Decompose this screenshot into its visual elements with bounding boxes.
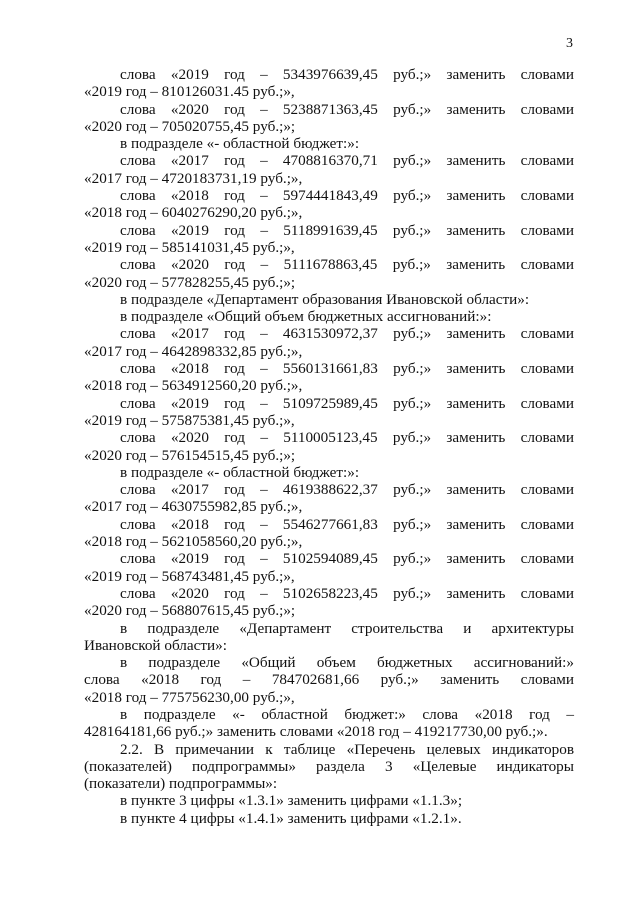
paragraph-line: «2020 год – 577828255,45 руб.;»;: [84, 273, 296, 291]
paragraph-line: слова «2019 год – 5109725989,45 руб.;» заменить словами: [120, 394, 574, 412]
paragraph-line: «2018 год – 5621058560,20 руб.;»,: [84, 533, 303, 551]
paragraph-line: слова «2019 год – 5343976639,45 руб.;» заменить словами: [120, 66, 574, 83]
paragraph-line: (показателей) подпрограммы» раздела 3 «Целевые индикаторы: [84, 757, 574, 775]
paragraph-line: слова «2018 год – 5546277661,83 руб.;» заменить словами: [120, 515, 574, 533]
paragraph-line: «2020 год – 568807615,45 руб.;»;: [84, 602, 296, 620]
paragraph-line: в подразделе «Общий объем бюджетных ассигнований:»: [120, 654, 574, 672]
paragraph-line: слова «2020 год – 5238871363,45 руб.;» заменить словами: [120, 100, 574, 118]
paragraph-line: слова «2018 год – 5974441843,49 руб.;» заменить словами: [120, 187, 574, 205]
paragraph-line: в подразделе «Общий объем бюджетных ассигнований:»:: [120, 308, 492, 326]
document-body: [84, 66, 574, 827]
paragraph-line: слова «2017 год – 4708816370,71 руб.;» заменить словами: [120, 152, 574, 170]
paragraph-line: «2018 год – 775756230,00 руб.;»,: [84, 688, 295, 706]
paragraph-line: «2018 год – 6040276290,20 руб.;»,: [84, 204, 303, 222]
paragraph-line: слова «2017 год – 4619388622,37 руб.;» заменить словами: [120, 481, 574, 499]
paragraph-line: слова «2018 год – 784702681,66 руб.;» заменить словами: [84, 671, 574, 689]
paragraph-line: «2020 год – 576154515,45 руб.;»;: [84, 446, 296, 464]
paragraph-line: в подразделе «- областной бюджет:»:: [120, 463, 360, 481]
paragraph-line: в подразделе «Департамент строительства и архитектуры: [120, 619, 574, 637]
paragraph-line: в пункте 4 цифры «1.4.1» заменить цифрами «1.2.1».: [120, 809, 462, 827]
paragraph-line: слова «2020 год – 5111678863,45 руб.;» заменить словами: [120, 256, 574, 274]
paragraph-line: в пункте 3 цифры «1.3.1» заменить цифрами «1.1.3»;: [120, 792, 463, 810]
paragraph-line: «2019 год – 568743481,45 руб.;»,: [84, 567, 295, 585]
paragraph-line: в подразделе «Департамент образования Ивановской области»:: [120, 290, 530, 308]
paragraph-line: слова «2018 год – 5560131661,83 руб.;» заменить словами: [120, 360, 574, 378]
paragraph-line: (показатели) подпрограммы»:: [84, 775, 278, 793]
paragraph-line: в подразделе «- областной бюджет:» слова «2018 год –: [120, 705, 574, 723]
paragraph-line: слова «2020 год – 5110005123,45 руб.;» заменить словами: [120, 429, 574, 447]
paragraph-line: «2019 год – 810126031.45 руб.;»,: [84, 83, 295, 101]
paragraph-line: слова «2020 год – 5102658223,45 руб.;» заменить словами: [120, 584, 574, 602]
paragraph-line: слова «2019 год – 5118991639,45 руб.;» заменить словами: [120, 221, 574, 239]
paragraph-line: 428164181,66 руб.;» заменить словами «2018 год – 419217730,00 руб.;».: [84, 723, 548, 741]
paragraph-line: слова «2019 год – 5102594089,45 руб.;» заменить словами: [120, 550, 574, 568]
paragraph-line: в подразделе «- областной бюджет:»:: [120, 135, 360, 153]
paragraph-line: «2017 год – 4630755982,85 руб.;»,: [84, 498, 303, 516]
paragraph-line: «2019 год – 575875381,45 руб.;»,: [84, 411, 295, 429]
page-number: 3: [566, 36, 573, 51]
paragraph-line: «2019 год – 585141031,45 руб.;»,: [84, 238, 295, 256]
paragraph-line: слова «2017 год – 4631530972,37 руб.;» заменить словами: [120, 325, 574, 343]
paragraph-line: Ивановской области»:: [84, 636, 227, 654]
paragraph-line: «2017 год – 4720183731,19 руб.;»,: [84, 169, 303, 187]
paragraph-line: «2017 год – 4642898332,85 руб.;»,: [84, 342, 303, 360]
paragraph-line: 2.2. В примечании к таблице «Перечень целевых индикаторов: [120, 740, 574, 758]
paragraph-line: «2018 год – 5634912560,20 руб.;»,: [84, 377, 303, 395]
paragraph-line: «2020 год – 705020755,45 руб.;»;: [84, 117, 296, 135]
